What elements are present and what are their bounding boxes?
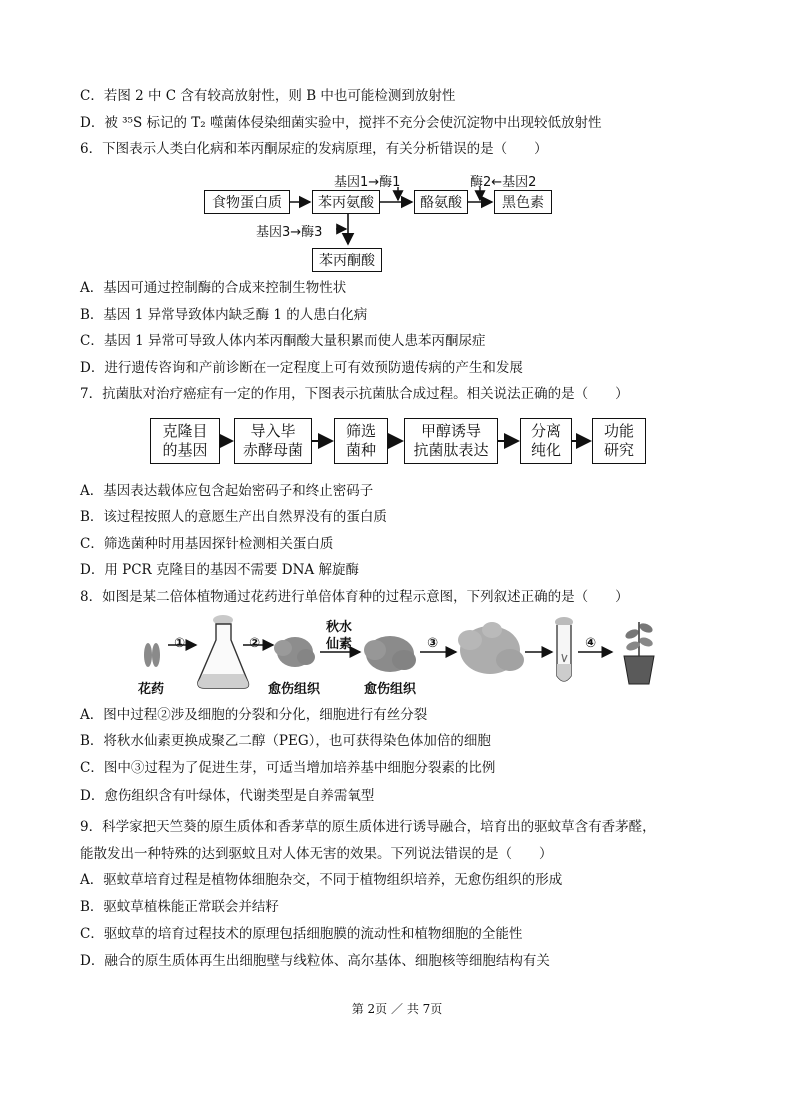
gene1-enzyme1-label: 基因1→酶1	[334, 175, 401, 190]
flow-step-1: 克隆目 的基因	[150, 418, 220, 464]
callus-shoot-icon	[458, 622, 524, 674]
phenylpyruvic-acid-box: 苯丙酮酸	[312, 248, 382, 272]
q5-option-d: D．被 ³⁵S 标记的 T₂ 噬菌体侵染细菌实验中，搅拌不充分会使沉淀物中出现较低放射性	[80, 115, 602, 131]
q9-option-c: C．驱蚊草的培育过程技术的原理包括细胞膜的流动性和植物细胞的全能性	[80, 926, 523, 942]
food-protein-box: 食物蛋白质	[204, 190, 290, 214]
flow-step-3: 筛选 菌种	[334, 418, 388, 464]
q6-option-b: B．基因 1 异常导致体内缺乏酶 1 的人患白化病	[80, 307, 368, 323]
flow-step-4: 甲醇诱导 抗菌肽表达	[404, 418, 498, 464]
q9-stem-line1: 9．科学家把天竺葵的原生质体和香茅草的原生质体进行诱导融合，培育出的驱蚊草含有香茅醛，	[80, 819, 656, 835]
anther-icon	[144, 643, 160, 667]
q7-option-a: A．基因表达载体应包含起始密码子和终止密码子	[80, 483, 374, 499]
q9-option-b: B．驱蚊草植株能正常联会并结籽	[80, 899, 279, 915]
q6-option-c: C．基因 1 异常可导致人体内苯丙酮酸大量积累而使人患苯丙酮尿症	[80, 333, 486, 349]
flow-step-6: 功能 研究	[592, 418, 646, 464]
q6-option-d: D．进行遗传咨询和产前诊断在一定程度上可有效预防遗传病的产生和发展	[80, 360, 523, 376]
page-footer: 第 2页 ／ 共 7页	[351, 1002, 443, 1016]
phenylalanine-box: 苯丙氨酸	[312, 190, 380, 214]
flow-step-2: 导入毕 赤酵母菌	[234, 418, 312, 464]
q8-option-d: D．愈伤组织含有叶绿体，代谢类型是自养需氧型	[80, 788, 375, 804]
q8-option-a: A．图中过程②涉及细胞的分裂和分化，细胞进行有丝分裂	[80, 707, 428, 723]
callus-label-1: 愈伤组织	[268, 682, 321, 697]
q8-option-b: B．将秋水仙素更换成聚乙二醇（PEG），也可获得染色体加倍的细胞	[80, 733, 491, 749]
flask-icon	[198, 615, 249, 688]
step-1-label: ①	[174, 636, 186, 651]
anther-label: 花药	[138, 682, 165, 697]
callus-icon-1	[274, 637, 315, 667]
q9-option-d: D．融合的原生质体再生出细胞壁与线粒体、高尔基体、细胞核等细胞结构有关	[80, 953, 550, 969]
callus-icon-2	[364, 636, 416, 672]
callus-label-2: 愈伤组织	[364, 682, 417, 697]
q7-stem: 7．抗菌肽对治疗癌症有一定的作用，下图表示抗菌肽合成过程。相关说法正确的是（ ）	[80, 386, 629, 402]
gene3-enzyme3-label: 基因3→酶3	[256, 225, 323, 240]
q9-stem-line2: 能散发出一种特殊的达到驱蚊且对人体无害的效果。下列说法错误的是（ ）	[80, 846, 553, 862]
q7-option-b: B．该过程按照人的意愿生产出自然界没有的蛋白质	[80, 509, 387, 525]
q5-option-c: C．若图 2 中 C 含有较高放射性，则 B 中也可能检测到放射性	[80, 88, 456, 104]
potted-plant-icon	[624, 621, 654, 684]
gene2-enzyme2-label: 酶2←基因2	[470, 175, 537, 190]
flow-step-5: 分离 纯化	[520, 418, 572, 464]
step-4-label: ④	[585, 636, 597, 651]
step-2-label: ②	[249, 636, 261, 651]
q8-option-c: C．图中③过程为了促进生芽，可适当增加培养基中细胞分裂素的比例	[80, 760, 496, 776]
tyrosine-box: 酪氨酸	[414, 190, 468, 214]
test-tube-icon	[555, 617, 573, 681]
q6-stem: 6．下图表示人类白化病和苯丙酮尿症的发病原理，有关分析错误的是（ ）	[80, 141, 548, 157]
q7-option-c: C．筛选菌种时用基因探针检测相关蛋白质	[80, 536, 334, 552]
q7-option-d: D．用 PCR 克隆目的基因不需要 DNA 解旋酶	[80, 562, 359, 578]
q8-stem: 8．如图是某二倍体植物通过花药进行单倍体育种的过程示意图，下列叙述正确的是（ ）	[80, 589, 629, 605]
melanin-box: 黑色素	[494, 190, 552, 214]
q6-option-a: A．基因可通过控制酶的合成来控制生物性状	[80, 280, 347, 296]
colchicine-label-line2: 仙素	[326, 637, 353, 652]
step-3-label: ③	[427, 636, 439, 651]
colchicine-label-line1: 秋水	[326, 620, 353, 635]
q9-option-a: A．驱蚊草培育过程是植物体细胞杂交，不同于植物组织培养，无愈伤组织的形成	[80, 872, 563, 888]
